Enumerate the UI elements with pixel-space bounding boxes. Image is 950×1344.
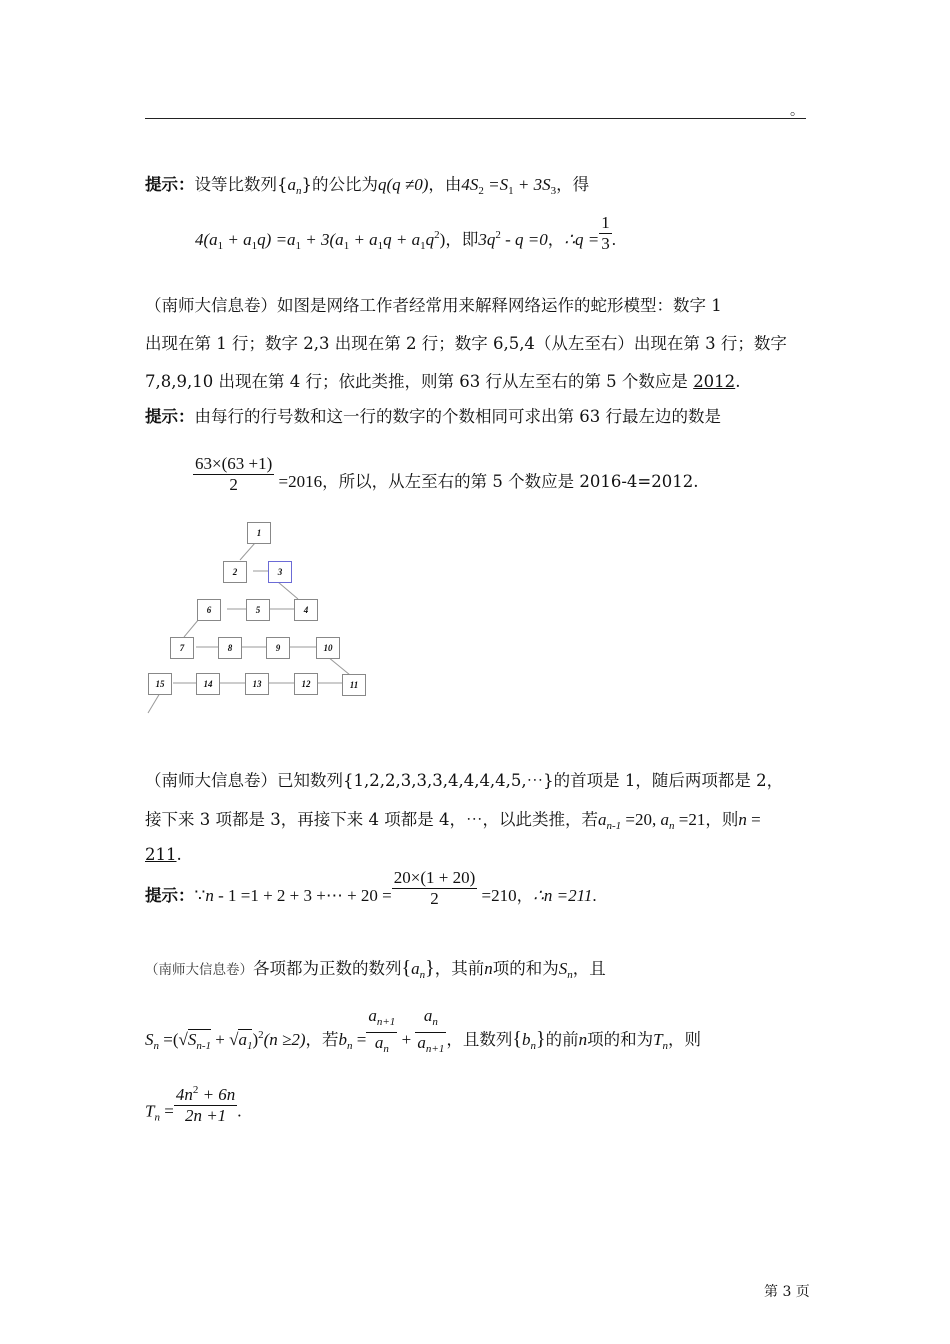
hint-label: 提示： bbox=[145, 175, 195, 194]
math: a bbox=[287, 175, 296, 194]
problem-2-line-3 bbox=[145, 372, 740, 392]
fraction bbox=[366, 1006, 397, 1059]
math-sup: 2 bbox=[495, 229, 501, 241]
text: ，所以，从左至右的第 5 个数应是 2016-4=2012. bbox=[322, 472, 699, 491]
math: a bbox=[411, 959, 420, 978]
problem-2-line-2: 出现在第 1 行；数字 2,3 出现在第 2 行；数字 6,5,4（从左至右）出现在第 3 行；数字 bbox=[145, 334, 787, 353]
node-box-14: 14 bbox=[196, 673, 220, 695]
math: . bbox=[611, 230, 617, 249]
math: √ bbox=[178, 1030, 188, 1049]
math: = bbox=[159, 1101, 174, 1121]
math-sub: n+1 bbox=[425, 1043, 445, 1055]
math: q(q ≠0) bbox=[378, 175, 429, 194]
source-tag: （南师大信息卷） bbox=[145, 962, 253, 978]
text: ，则 bbox=[668, 1030, 702, 1049]
math-sub: 1 bbox=[246, 1040, 253, 1052]
frac-num bbox=[415, 1006, 446, 1032]
node-box-15: 15 bbox=[148, 673, 172, 695]
math-sub: n bbox=[530, 1040, 536, 1052]
frac-den: 2 bbox=[392, 888, 478, 909]
math-sub: n bbox=[668, 820, 675, 832]
math: = bbox=[352, 1030, 367, 1049]
node-box-7: 7 bbox=[170, 637, 194, 659]
math-sub: n bbox=[153, 1040, 159, 1052]
math: =2016 bbox=[274, 472, 323, 491]
math-sub: n bbox=[419, 969, 426, 981]
text: ，得 bbox=[556, 175, 590, 194]
math: + bbox=[211, 1030, 230, 1049]
math-sub: 1 bbox=[508, 185, 514, 197]
math-sub: 1 bbox=[420, 240, 426, 252]
node-box-5: 5 bbox=[246, 599, 270, 621]
problem-4-line-1 bbox=[145, 958, 606, 985]
text: 7,8,9,10 出现在第 4 行；依此类推，则第 63 行从左至右的第 5 个数应是 bbox=[145, 372, 694, 391]
hint-label: 提示： bbox=[145, 886, 195, 905]
fraction bbox=[193, 454, 274, 495]
text: 各项都为正数的数列 bbox=[253, 959, 402, 978]
math: } bbox=[425, 957, 435, 979]
text: ，且 bbox=[572, 959, 606, 978]
text: 项的和为 bbox=[492, 959, 559, 978]
fraction bbox=[415, 1006, 446, 1059]
frac-num: 20×(1 + 20) bbox=[393, 868, 476, 887]
fraction bbox=[174, 1080, 237, 1126]
math: S bbox=[187, 1030, 197, 1049]
math: S bbox=[145, 1030, 154, 1049]
math-sub: n bbox=[662, 1040, 669, 1052]
math-sup: 2 bbox=[258, 1029, 264, 1041]
text: ，若 bbox=[305, 1030, 339, 1049]
math: a bbox=[597, 810, 607, 829]
text: ，则 bbox=[705, 810, 739, 829]
math: - q =0 bbox=[500, 230, 548, 249]
math: a bbox=[368, 1006, 377, 1025]
text: }的公比为 bbox=[301, 175, 378, 194]
math bbox=[238, 1029, 253, 1052]
math-sup: 2 bbox=[434, 229, 440, 241]
math-sub: n-1 bbox=[606, 820, 622, 832]
math: √ bbox=[229, 1030, 239, 1049]
equation-line-1 bbox=[195, 213, 617, 256]
math: { bbox=[512, 1028, 522, 1050]
math bbox=[187, 1029, 212, 1052]
text: . bbox=[176, 845, 182, 864]
math: n bbox=[578, 1030, 588, 1049]
node-box-1: 1 bbox=[247, 522, 271, 544]
math-sub: 1 bbox=[251, 240, 258, 252]
text: 项的和为 bbox=[587, 1030, 654, 1049]
math: T bbox=[653, 1030, 663, 1049]
math: =S bbox=[483, 175, 509, 194]
text: ，由 bbox=[428, 175, 462, 194]
math: q) =a bbox=[257, 230, 296, 249]
math-sub: n+1 bbox=[376, 1016, 396, 1028]
math: { bbox=[401, 957, 412, 979]
math: - 1 =1 + 2 + 3 +⋯ + 20 = bbox=[213, 886, 392, 905]
text: ， bbox=[547, 230, 565, 249]
text: ，其前 bbox=[434, 959, 485, 978]
header-mark: 。 bbox=[790, 103, 804, 119]
math: + 6n bbox=[198, 1085, 236, 1104]
math: 3q bbox=[478, 230, 496, 249]
math: T bbox=[145, 1101, 155, 1121]
text: ，且数列 bbox=[446, 1030, 513, 1049]
math: + a bbox=[223, 230, 252, 249]
math: ) bbox=[252, 1030, 259, 1049]
text: 接下来 3 项都是 3，再接下来 4 项都是 4，⋯，以此类推，若 bbox=[145, 810, 598, 829]
math: + bbox=[397, 1030, 416, 1049]
math: b bbox=[338, 1030, 348, 1049]
frac-den: 2n +1 bbox=[174, 1105, 237, 1126]
node-box-4: 4 bbox=[294, 599, 318, 621]
math: =21 bbox=[674, 810, 706, 829]
text: 设等比数列{ bbox=[194, 175, 288, 194]
math: ∵ bbox=[194, 886, 206, 905]
math: b bbox=[521, 1030, 531, 1049]
math: + a bbox=[349, 230, 378, 249]
math-sub: n bbox=[296, 185, 302, 197]
node-box-12: 12 bbox=[294, 673, 318, 695]
node-box-6: 6 bbox=[197, 599, 221, 621]
math: + 3S bbox=[513, 175, 551, 194]
math: ∴q = bbox=[564, 230, 600, 249]
math: (n ≥2) bbox=[263, 1030, 306, 1049]
math: 4(a bbox=[195, 230, 218, 249]
text: ，即 bbox=[445, 230, 479, 249]
math: n bbox=[738, 810, 747, 829]
math: =20, bbox=[621, 810, 661, 829]
hint-label: 提示： bbox=[145, 407, 195, 426]
frac-den: 2 bbox=[193, 474, 274, 495]
math: } bbox=[535, 1028, 546, 1050]
snake-model-figure bbox=[140, 515, 380, 715]
math-sub: 1 bbox=[295, 240, 302, 252]
problem-4-line-3 bbox=[145, 1084, 242, 1128]
text: 的前 bbox=[545, 1030, 579, 1049]
frac-den: 3 bbox=[601, 234, 610, 253]
math-sub: 1 bbox=[217, 240, 224, 252]
math: =( bbox=[159, 1030, 179, 1049]
answer: 211 bbox=[145, 845, 177, 864]
header-rule bbox=[145, 118, 806, 119]
fraction bbox=[599, 213, 612, 254]
hint-block-2 bbox=[145, 407, 721, 427]
text: ， bbox=[516, 886, 534, 905]
hint-block-1 bbox=[145, 175, 589, 201]
problem-4-line-2 bbox=[145, 1006, 702, 1059]
answer: 2012 bbox=[693, 372, 736, 391]
frac-den bbox=[366, 1032, 397, 1059]
problem-3-line-2 bbox=[145, 810, 761, 836]
node-box-3: 3 bbox=[268, 561, 292, 583]
math: S bbox=[558, 959, 568, 978]
math: q bbox=[425, 230, 435, 249]
node-box-10: 10 bbox=[316, 637, 340, 659]
math: 4S bbox=[461, 175, 479, 194]
math: q + a bbox=[383, 230, 421, 249]
math: + 3(a bbox=[301, 230, 344, 249]
math: 4n bbox=[175, 1085, 193, 1104]
frac-num bbox=[174, 1080, 237, 1105]
page-number: 第 3 页 bbox=[764, 1284, 810, 1300]
math: a bbox=[417, 1033, 426, 1052]
node-box-8: 8 bbox=[218, 637, 242, 659]
frac-num bbox=[366, 1006, 397, 1032]
problem-3-line-3 bbox=[145, 845, 182, 865]
node-box-13: 13 bbox=[245, 673, 269, 695]
fraction bbox=[392, 868, 478, 909]
node-box-2: 2 bbox=[223, 561, 247, 583]
math-sub: n bbox=[347, 1040, 353, 1052]
math-sub: 3 bbox=[550, 185, 557, 197]
math-sub: n-1 bbox=[196, 1040, 212, 1052]
math: a bbox=[423, 1006, 433, 1025]
math: . bbox=[237, 1101, 242, 1121]
math: n bbox=[205, 886, 214, 905]
math-sub: n bbox=[432, 1016, 438, 1028]
problem-2-line-1: （南师大信息卷）如图是网络工作者经常用来解释网络运作的蛇形模型：数字 1 bbox=[145, 296, 722, 315]
math: n bbox=[484, 959, 493, 978]
math: = bbox=[746, 810, 761, 829]
math-sup: 2 bbox=[192, 1084, 199, 1096]
math-sub: 1 bbox=[343, 240, 350, 252]
math: ) bbox=[439, 230, 446, 249]
text: 由每行的行号数和这一行的数字的个数相同可求出第 63 行最左边的数是 bbox=[194, 407, 721, 426]
math-sub: 2 bbox=[478, 185, 484, 197]
math: a bbox=[374, 1033, 384, 1052]
math: a bbox=[238, 1030, 247, 1049]
math-sub: n bbox=[567, 969, 573, 981]
math-sub: 1 bbox=[377, 240, 384, 252]
frac-num: 1 bbox=[601, 213, 610, 232]
problem-3-line-1: （南师大信息卷）已知数列{1,2,2,3,3,3,4,4,4,4,5,⋯}的首项是 1，随后两项都是 2， bbox=[145, 771, 784, 790]
math: ∴n =211 bbox=[533, 886, 593, 905]
math: =210 bbox=[477, 886, 517, 905]
node-box-11: 11 bbox=[342, 674, 366, 696]
text: . bbox=[735, 372, 741, 391]
frac-num: 63×(63 +1) bbox=[195, 454, 273, 473]
frac-den bbox=[415, 1032, 446, 1059]
math-sub: n bbox=[154, 1111, 160, 1124]
math-sub: n bbox=[383, 1043, 389, 1055]
math: a bbox=[660, 810, 669, 829]
math: . bbox=[592, 886, 597, 905]
node-box-9: 9 bbox=[266, 637, 290, 659]
